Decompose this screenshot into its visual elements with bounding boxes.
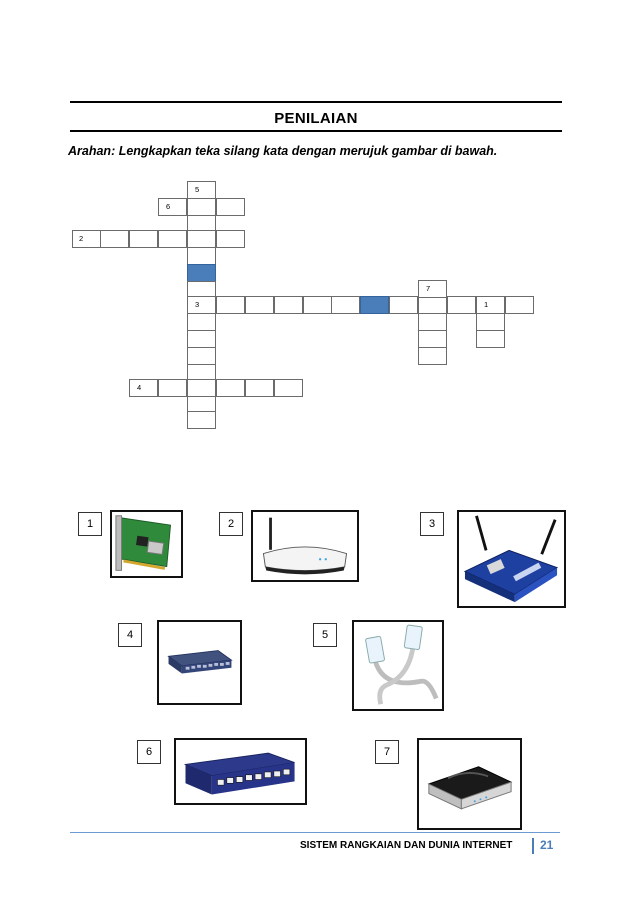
header-top-rule bbox=[70, 101, 562, 103]
image-number-badge: 1 bbox=[78, 512, 102, 536]
image-number-badge: 6 bbox=[137, 740, 161, 764]
crossword-cell[interactable] bbox=[331, 296, 360, 314]
modem-icon bbox=[417, 738, 522, 830]
image-number-badge: 5 bbox=[313, 623, 337, 647]
image-number-badge: 3 bbox=[420, 512, 444, 536]
crossword-cell[interactable] bbox=[476, 313, 505, 331]
network-switch-icon bbox=[157, 620, 242, 705]
crossword-cell[interactable] bbox=[245, 296, 274, 314]
crossword-cell[interactable] bbox=[72, 230, 101, 248]
crossword-cell[interactable] bbox=[505, 296, 534, 314]
crossword-cell[interactable] bbox=[418, 296, 447, 314]
crossword-cell[interactable] bbox=[216, 296, 245, 314]
footer-separator bbox=[532, 838, 534, 854]
crossword-cell[interactable] bbox=[129, 379, 158, 397]
crossword-cell[interactable] bbox=[187, 379, 216, 397]
crossword-cell[interactable] bbox=[158, 379, 187, 397]
crossword-cell[interactable] bbox=[303, 296, 332, 314]
crossword-cell[interactable] bbox=[476, 296, 505, 314]
clue-number-6: 6 bbox=[166, 202, 171, 211]
clue-number-2: 2 bbox=[79, 234, 84, 243]
crossword-cell[interactable] bbox=[418, 330, 447, 348]
crossword-cell[interactable] bbox=[418, 347, 447, 365]
utp-cable-icon bbox=[352, 620, 444, 711]
clue-number-3: 3 bbox=[195, 300, 200, 309]
crossword-cell[interactable] bbox=[187, 230, 216, 248]
network-hub-icon bbox=[174, 738, 307, 805]
network-interface-card-icon bbox=[110, 510, 183, 578]
header-bottom-rule bbox=[70, 130, 562, 132]
clue-number-1: 1 bbox=[484, 300, 489, 309]
crossword-cell[interactable] bbox=[187, 198, 216, 216]
page-title: PENILAIAN bbox=[274, 110, 358, 127]
crossword-cell[interactable] bbox=[245, 379, 274, 397]
crossword-cell[interactable] bbox=[216, 379, 245, 397]
crossword-cell-shaded bbox=[187, 264, 216, 282]
image-number-badge: 7 bbox=[375, 740, 399, 764]
crossword-cell[interactable] bbox=[158, 230, 187, 248]
crossword-cell[interactable] bbox=[389, 296, 418, 314]
crossword-cell[interactable] bbox=[447, 296, 476, 314]
crossword-cell[interactable] bbox=[158, 198, 187, 216]
crossword-cell[interactable] bbox=[274, 296, 303, 314]
crossword-cell[interactable] bbox=[418, 313, 447, 331]
crossword-cell[interactable] bbox=[187, 330, 216, 348]
crossword-cell[interactable] bbox=[187, 347, 216, 365]
crossword-cell[interactable] bbox=[187, 181, 216, 199]
crossword-cell[interactable] bbox=[274, 379, 303, 397]
crossword-cell[interactable] bbox=[187, 296, 216, 314]
page-number: 21 bbox=[540, 838, 554, 852]
clue-number-7: 7 bbox=[426, 284, 431, 293]
instruction-text: Arahan: Lengkapkan teka silang kata dengan merujuk gambar di bawah. bbox=[68, 144, 498, 158]
crossword-cell[interactable] bbox=[216, 230, 245, 248]
footer-rule bbox=[70, 832, 560, 833]
crossword-cell-shaded bbox=[360, 296, 389, 314]
image-number-badge: 2 bbox=[219, 512, 243, 536]
crossword-cell[interactable] bbox=[216, 198, 245, 216]
clue-number-5: 5 bbox=[195, 185, 200, 194]
image-number-badge: 4 bbox=[118, 623, 142, 647]
crossword-cell[interactable] bbox=[476, 330, 505, 348]
crossword-cell[interactable] bbox=[418, 280, 447, 298]
crossword-cell[interactable] bbox=[100, 230, 129, 248]
crossword-cell[interactable] bbox=[187, 411, 216, 429]
crossword-cell[interactable] bbox=[187, 313, 216, 331]
crossword-cell[interactable] bbox=[187, 247, 216, 265]
footer-title: SISTEM RANGKAIAN DAN DUNIA INTERNET bbox=[300, 840, 513, 851]
wireless-router-white-icon bbox=[251, 510, 359, 582]
crossword-cell[interactable] bbox=[129, 230, 158, 248]
wireless-router-blue-icon bbox=[457, 510, 566, 608]
clue-number-4: 4 bbox=[137, 383, 142, 392]
